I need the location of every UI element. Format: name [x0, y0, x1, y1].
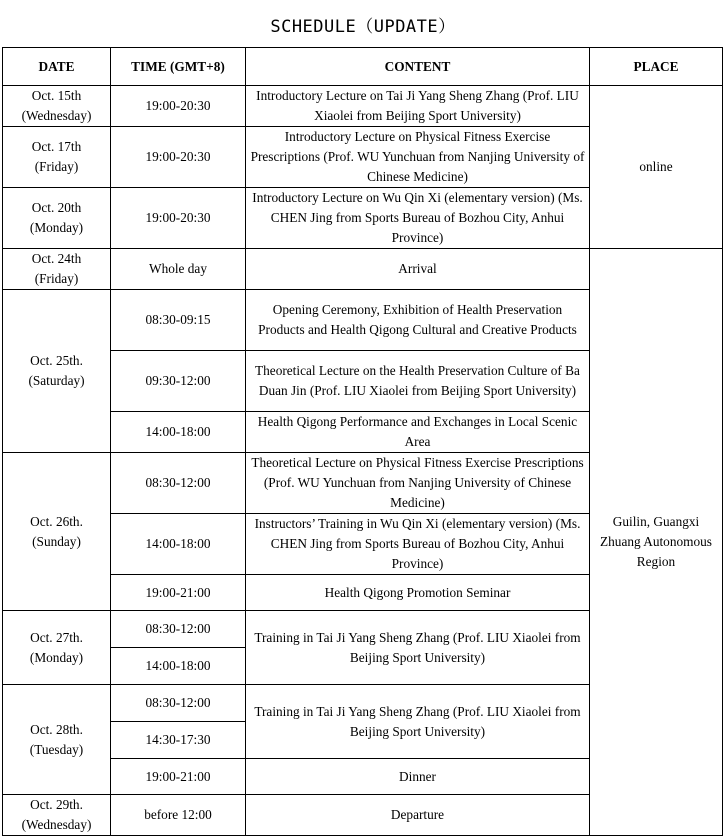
page-title: SCHEDULE（UPDATE）	[270, 17, 456, 37]
content-cell: Training in Tai Ji Yang Sheng Zhang (Prof. LIU Xiaolei from Beijing Sport University)	[246, 685, 590, 759]
header-time: TIME (GMT+8)	[111, 48, 246, 86]
content-cell: Departure	[246, 795, 590, 836]
content-cell: Dinner	[246, 759, 590, 795]
time-cell: 08:30-09:15	[111, 290, 246, 351]
date-cell: Oct. 28th. (Tuesday)	[3, 685, 111, 795]
content-cell: Introductory Lecture on Physical Fitness Exercise Prescriptions (Prof. WU Yunchuan from Nanjing University of Chinese Medicine)	[246, 127, 590, 188]
content-cell: Theoretical Lecture on the Health Preservation Culture of Ba Duan Jin (Prof. LIU Xiaolei from Beijing Sport University)	[246, 351, 590, 412]
header-content: CONTENT	[246, 48, 590, 86]
table-row	[3, 86, 723, 127]
date-cell: Oct. 15th (Wednesday)	[3, 86, 111, 127]
time-cell: 19:00-20:30	[111, 127, 246, 188]
header-date: DATE	[3, 48, 111, 86]
content-cell: Introductory Lecture on Tai Ji Yang Sheng Zhang (Prof. LIU Xiaolei from Beijing Sport University)	[246, 86, 590, 127]
content-cell: Health Qigong Promotion Seminar	[246, 575, 590, 611]
header-row	[3, 48, 723, 86]
time-cell: 14:00-18:00	[111, 412, 246, 453]
place-cell: online	[590, 86, 723, 249]
time-cell: 14:00-18:00	[111, 648, 246, 685]
content-cell: Introductory Lecture on Wu Qin Xi (elementary version) (Ms. CHEN Jing from Sports Bureau of Bozhou City, Anhui Province)	[246, 188, 590, 249]
time-cell: 08:30-12:00	[111, 685, 246, 722]
place-cell: Guilin, Guangxi Zhuang Autonomous Region	[590, 249, 723, 836]
table-row	[3, 249, 723, 290]
time-cell: 09:30-12:00	[111, 351, 246, 412]
date-cell: Oct. 24th (Friday)	[3, 249, 111, 290]
date-cell: Oct. 29th. (Wednesday)	[3, 795, 111, 836]
time-cell: 19:00-20:30	[111, 188, 246, 249]
content-cell: Training in Tai Ji Yang Sheng Zhang (Prof. LIU Xiaolei from Beijing Sport University)	[246, 611, 590, 685]
content-cell: Theoretical Lecture on Physical Fitness Exercise Prescriptions (Prof. WU Yunchuan from Nanjing University of Chinese Medicine)	[246, 453, 590, 514]
time-cell: Whole day	[111, 249, 246, 290]
time-cell: 08:30-12:00	[111, 611, 246, 648]
content-cell: Instructors’ Training in Wu Qin Xi (elementary version) (Ms. CHEN Jing from Sports Bureau of Bozhou City, Anhui Province)	[246, 514, 590, 575]
time-cell: 14:30-17:30	[111, 722, 246, 759]
content-cell: Health Qigong Performance and Exchanges in Local Scenic Area	[246, 412, 590, 453]
date-cell: Oct. 26th. (Sunday)	[3, 453, 111, 611]
time-cell: 19:00-20:30	[111, 86, 246, 127]
time-cell: 14:00-18:00	[111, 514, 246, 575]
schedule-table	[2, 47, 723, 836]
time-cell: before 12:00	[111, 795, 246, 836]
date-cell: Oct. 27th. (Monday)	[3, 611, 111, 685]
time-cell: 19:00-21:00	[111, 759, 246, 795]
date-cell: Oct. 20th (Monday)	[3, 188, 111, 249]
content-cell: Arrival	[246, 249, 590, 290]
date-cell: Oct. 17th (Friday)	[3, 127, 111, 188]
header-place: PLACE	[590, 48, 723, 86]
time-cell: 19:00-21:00	[111, 575, 246, 611]
time-cell: 08:30-12:00	[111, 453, 246, 514]
date-cell: Oct. 25th. (Saturday)	[3, 290, 111, 453]
content-cell: Opening Ceremony, Exhibition of Health Preservation Products and Health Qigong Cultural and Creative Products	[246, 290, 590, 351]
